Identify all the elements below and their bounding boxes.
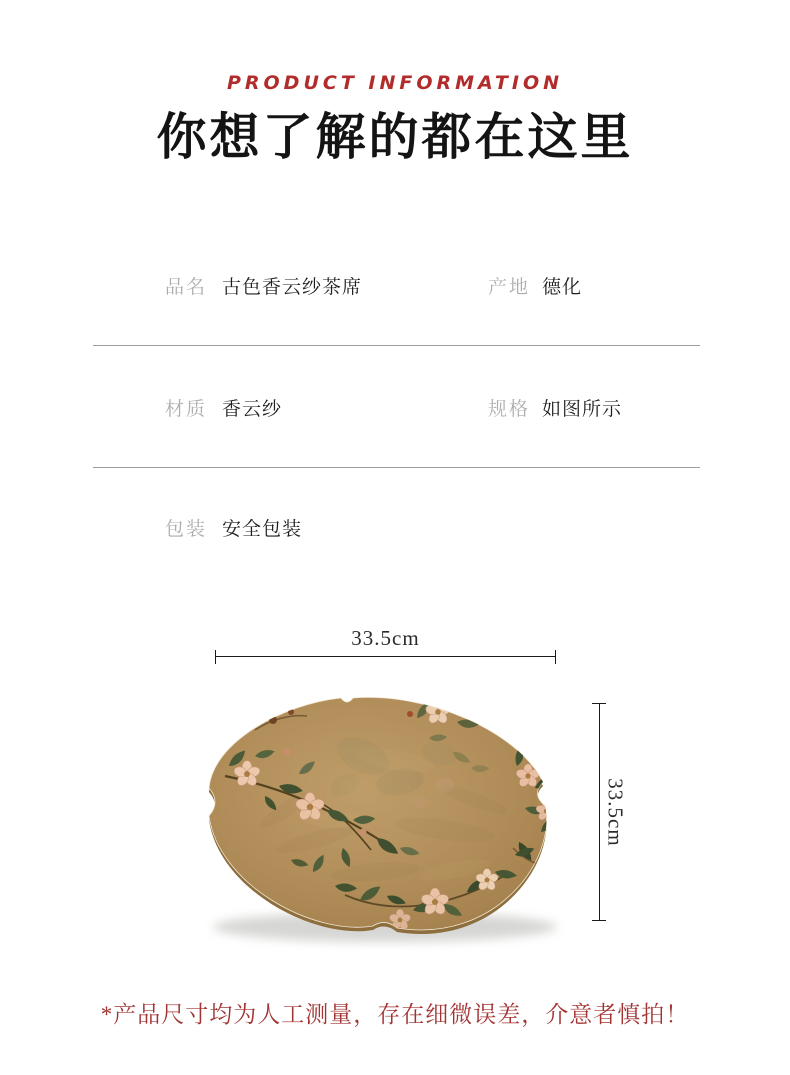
spec-row-material-spec (0, 394, 790, 420)
spec-label-origin: 产地 (488, 277, 531, 298)
width-dimension-tick-left (215, 650, 216, 664)
spec-value-product-name: 古色香云纱茶席 (222, 277, 363, 298)
divider-line (93, 345, 700, 346)
spec-value-origin: 德化 (542, 277, 583, 298)
width-dimension-label: 33.5cm (351, 626, 420, 650)
spec-value-specification: 如图所示 (542, 399, 623, 420)
spec-value-material: 香云纱 (222, 399, 283, 420)
spec-label-packaging: 包装 (165, 519, 208, 540)
floral-tea-mat-photo (195, 690, 565, 950)
spec-row-packaging (0, 514, 790, 540)
divider-line (93, 467, 700, 468)
spec-label-specification: 规格 (488, 399, 531, 420)
spec-row-name-origin (0, 272, 790, 298)
height-dimension-tick-bottom (592, 920, 606, 921)
height-dimension-line (599, 703, 600, 921)
spec-value-packaging: 安全包装 (222, 519, 303, 540)
width-dimension-line (215, 656, 556, 657)
measurement-disclaimer: *产品尺寸均为人工测量，存在细微误差，介意者慎拍！ (100, 1002, 690, 1027)
height-dimension-tick-top (592, 703, 606, 704)
section-eyebrow: PRODUCT INFORMATION (226, 72, 564, 94)
spec-label-material: 材质 (165, 399, 208, 420)
spec-label-product-name: 品名 (165, 277, 208, 298)
height-dimension-label: 33.5cm (603, 778, 628, 847)
width-dimension-tick-right (555, 650, 556, 664)
page-title: 你想了解的都在这里 (156, 108, 634, 166)
